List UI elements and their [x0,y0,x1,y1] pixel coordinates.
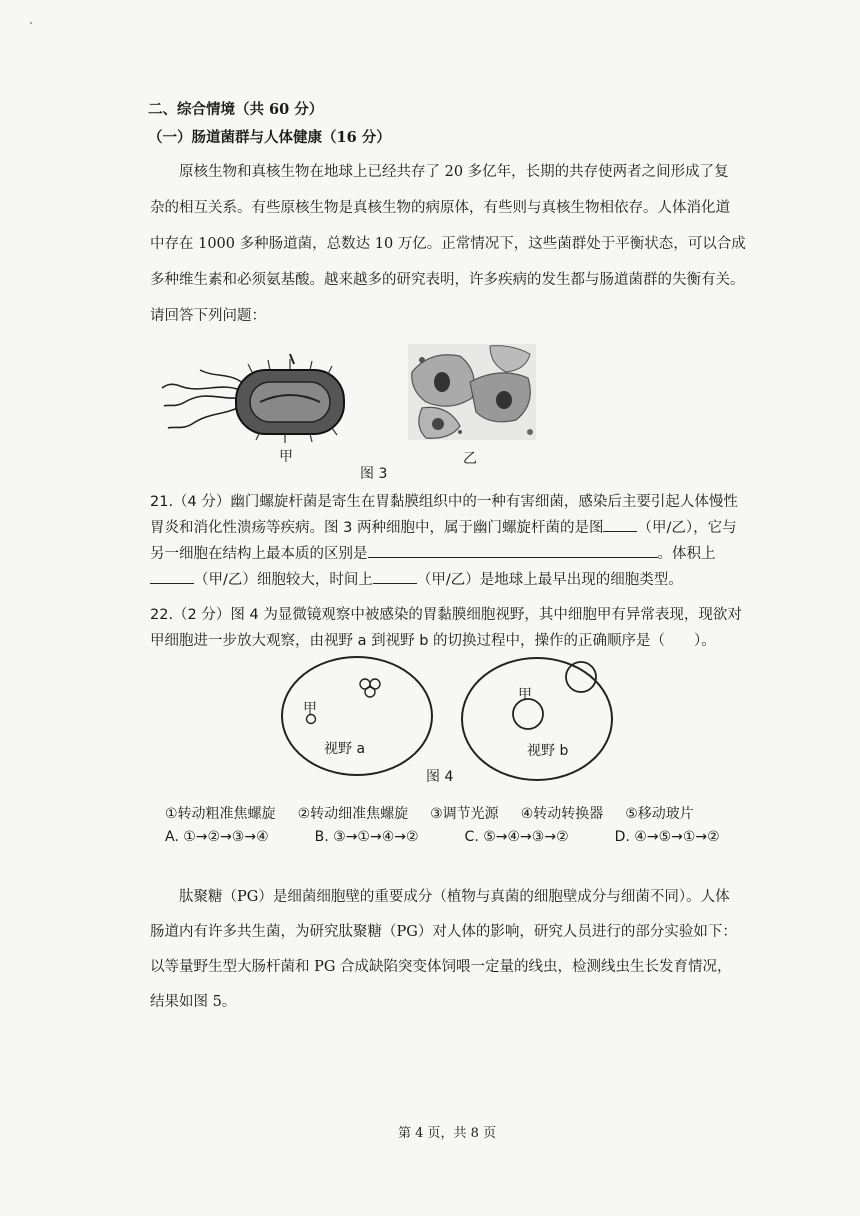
q21-text: 另一细胞在结构上最本质的区别是 [150,546,368,562]
q22-line: 甲细胞进一步放大观察，由视野 a 到视野 b 的切换过程中，操作的正确顺序是（ ）。 [150,633,716,649]
intro-line: 杂的相互关系。有些原核生物是真核生物的病原体，有些则与真核生物相依存。人体消化道 [150,200,730,216]
eukaryotic-cells-image [408,344,536,440]
intro-line: 原核生物和真核生物在地球上已经共存了 20 多亿年，长期的共存使两者之间形成了复 [179,164,729,180]
step-item: ①转动粗准焦螺旋 [165,806,276,822]
q21-line [150,515,760,541]
figure3-caption: 图 3 [360,466,388,482]
q21-text: （甲/乙）细胞较大，时间上 [194,572,373,588]
scan-speck [30,22,32,24]
figure3-images [160,342,560,454]
question-21 [150,489,760,593]
choice-d[interactable]: D. ④→⑤→①→② [614,829,720,845]
page-footer: 第 4 页，共 8 页 [398,1126,497,1141]
q22-line: 22.（2 分）图 4 为显微镜观察中被感染的胃黏膜细胞视野，其中细胞甲有异常表现，现欲对 [150,607,742,623]
figure3-label-b: 乙 [463,451,477,467]
q21-text: （甲/乙），它与 [637,520,737,536]
figure4-caption: 图 4 [426,769,454,785]
choice-b[interactable]: B. ③→①→④→② [314,829,419,845]
answer-blank-3[interactable] [150,569,194,584]
q21-text: 。体积上 [657,546,716,562]
answer-choices [165,829,742,845]
bacterium-image [162,354,344,443]
answer-blank-2[interactable] [368,543,658,558]
field-a-label: 视野 a [324,741,366,757]
step-item: ③调节光源 [430,806,499,822]
step-item: ⑤移动玻片 [625,806,694,822]
pg-line: 以等量野生型大肠杆菌和 PG 合成缺陷突变体饲喂一定量的线虫，检测线虫生长发育情况， [150,959,732,975]
step-item: ④转动转换器 [520,806,604,822]
field-a-cell-label: 甲 [303,701,317,717]
answer-blank-4[interactable] [373,569,417,584]
step-item: ②转动细准焦螺旋 [297,806,409,822]
pg-line: 肠道内有许多共生菌，为研究肽聚糖（PG）对人体的影响，研究人员进行的部分实验如下： [150,924,737,940]
intro-line: 中存在 1000 多种肠道菌，总数达 10 万亿。正常情况下，这些菌群处于平衡状态，可以合成 [150,236,746,252]
intro-line: 请回答下列问题： [150,308,266,324]
q21-line [150,541,760,567]
q21-text: （甲/乙）是地球上最早出现的细胞类型。 [416,572,683,588]
pg-line: 结果如图 5。 [150,994,237,1010]
q21-line [150,567,760,593]
section-subtitle: （一）肠道菌群与人体健康（16 分） [148,129,391,146]
question-22 [150,602,760,654]
q21-line: 21.（4 分）幽门螺旋杆菌是寄生在胃黏膜组织中的一种有害细菌，感染后主要引起人体慢性 [150,494,738,510]
field-b-cells [461,657,613,781]
operation-steps [165,803,716,823]
pg-paragraph [150,880,770,1020]
q21-text: 胃炎和消化性溃疡等疾病。图 3 两种细胞中，属于幽门螺旋杆菌的是图 [150,520,604,536]
choice-c[interactable]: C. ⑤→④→③→② [464,829,569,845]
field-b-cell-label: 甲 [518,687,532,703]
section-title: 二、综合情境（共 60 分） [148,101,324,118]
figure3-label-a: 甲 [279,449,293,465]
intro-line: 多种维生素和必须氨基酸。越来越多的研究表明，许多疾病的发生都与肠道菌群的失衡有关。 [150,272,745,288]
answer-blank-1[interactable] [603,517,637,532]
choice-a[interactable]: A. ①→②→③→④ [165,829,269,845]
pg-line: 肽聚糖（PG）是细菌细胞壁的重要成分（植物与真菌的细胞壁成分与细菌不同）。人体 [179,889,730,905]
field-b-label: 视野 b [527,743,569,759]
intro-paragraph [150,154,770,334]
